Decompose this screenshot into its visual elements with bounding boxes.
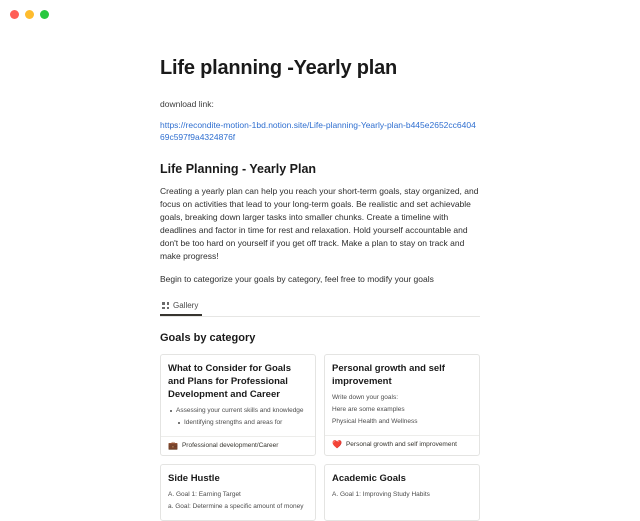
minimize-window-button[interactable] [25, 10, 34, 19]
card-tag [161, 436, 315, 455]
gallery-card[interactable] [324, 464, 480, 521]
view-tab-bar [160, 296, 480, 317]
card-tag-label: Personal growth and self improvement [345, 441, 457, 448]
gallery-card[interactable] [160, 464, 316, 521]
card-title: What to Consider for Goals and Plans for Professional Development and Career [168, 363, 291, 400]
card-preview-lines [332, 393, 472, 427]
card-preview-lines [168, 490, 308, 512]
gallery-card[interactable] [324, 354, 480, 456]
card-line: A. Goal 1: Earning Target [168, 491, 241, 498]
document-content [160, 28, 480, 521]
window-controls [10, 10, 49, 19]
card-line: Physical Health and Wellness [332, 418, 418, 425]
card-tag [325, 435, 479, 454]
instruction-paragraph: Begin to categorize your goals by category, feel free to modify your goals [160, 274, 434, 284]
grid-icon [162, 302, 169, 309]
card-title: Side Hustle [168, 473, 220, 484]
card-line: Identifying strengths and areas for [168, 418, 308, 428]
briefcase-icon: 💼 [168, 441, 178, 450]
window-titlebar [0, 0, 640, 28]
intro-paragraph: Creating a yearly plan can help you reach your short-term goals, stay organized, and focus on activities that lead to your long-term goals. Be realistic and set achievable goals, breaking down larger tasks into smaller chunks. Create a timeline with deadlines and factor in time for rest and relaxation. Hold yourself accountable and don't be too hard on yourself if you get off track. Make a plan to stay on track and make progress! [160, 186, 479, 261]
card-line: a. Goal: Determine a specific amount of money [168, 503, 304, 510]
card-title: Personal growth and self improvement [332, 363, 445, 387]
tab-gallery[interactable] [160, 300, 202, 316]
card-preview-lines [332, 490, 472, 500]
card-title: Academic Goals [332, 473, 406, 484]
card-line: Assessing your current skills and knowledge [168, 406, 308, 416]
download-link[interactable]: https://recondite-motion-1bd.notion.site/Life-planning-Yearly-plan-b445e2652cc640469c597f9a4324876f [160, 120, 476, 142]
tab-gallery-label: Gallery [173, 301, 199, 310]
page-title: Life planning -Yearly plan [160, 57, 398, 79]
document-page [0, 28, 640, 510]
card-body [325, 355, 479, 435]
card-body [325, 465, 479, 508]
download-label: download link: [160, 99, 214, 109]
heart-icon: ❤️ [332, 440, 342, 449]
card-line: A. Goal 1: Improving Study Habits [332, 491, 430, 498]
card-line: Here are some examples [332, 406, 405, 413]
card-body [161, 355, 315, 436]
card-body [161, 465, 315, 520]
gallery-grid [160, 354, 480, 521]
zoom-window-button[interactable] [40, 10, 49, 19]
section-heading: Life Planning - Yearly Plan [160, 162, 317, 176]
card-tag-label: Professional development/Career [181, 442, 279, 449]
card-preview-lines [168, 406, 308, 428]
card-line: Write down your goals: [332, 394, 398, 401]
close-window-button[interactable] [10, 10, 19, 19]
gallery-card[interactable] [160, 354, 316, 456]
board-title: Goals by category [160, 332, 256, 344]
